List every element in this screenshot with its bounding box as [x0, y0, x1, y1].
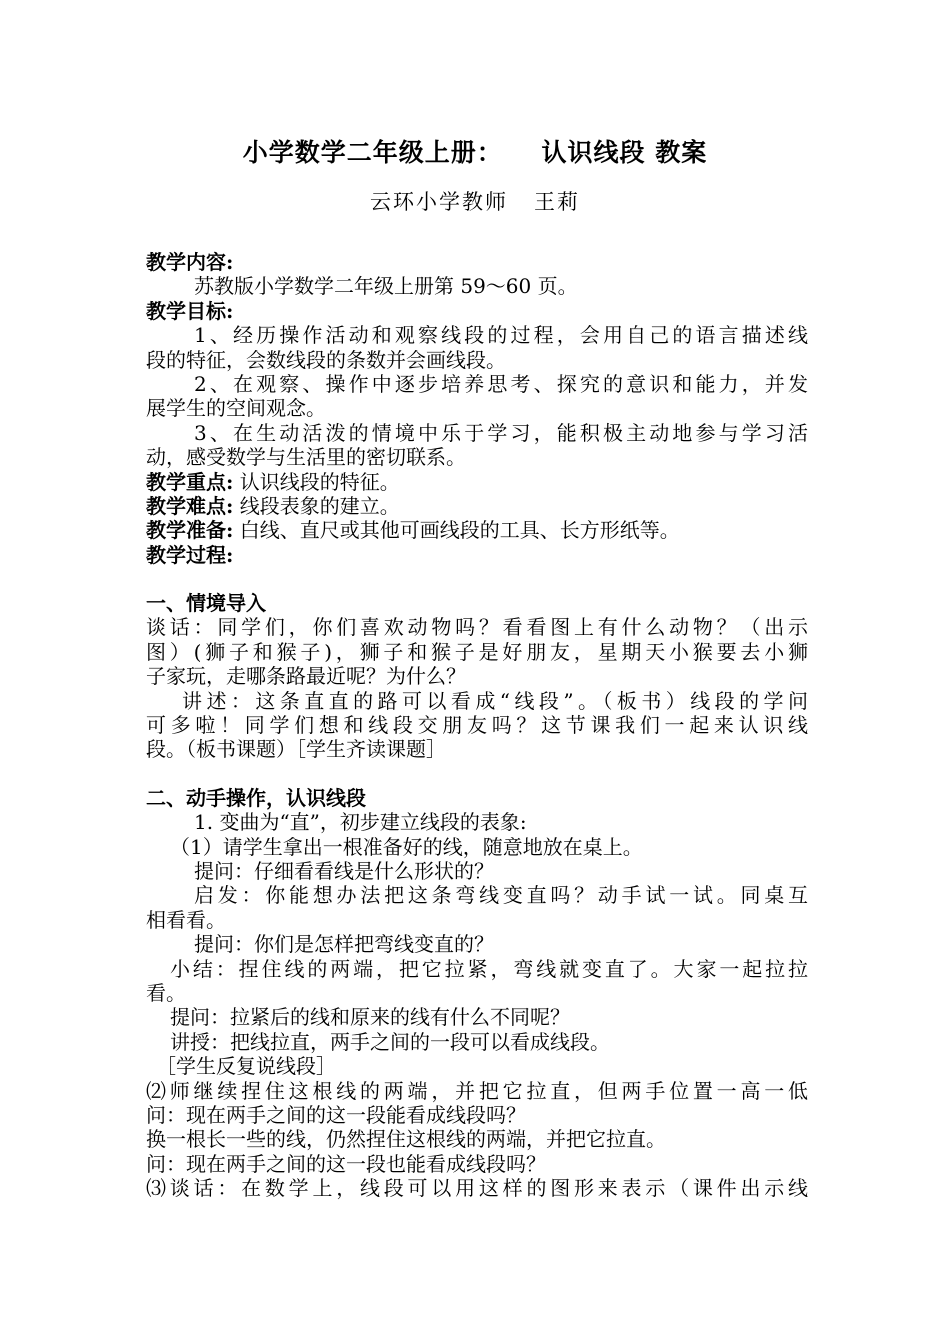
section-2-line-16: ⑶谈话：在数学上，线段可以用这样的图形来表示（课件出示线	[146, 1176, 808, 1201]
goal-3-line-1: 3、在生动活泼的情境中乐于学习，能积极主动地参与学习活	[194, 420, 808, 445]
section-2-line-11: ［学生反复说线段］	[156, 1054, 336, 1079]
section-2-line-7: 小结：捏住线的两端，把它拉紧，弯线就变直了。大家一起拉拉	[170, 956, 808, 981]
section-2-line-8: 看。	[146, 980, 186, 1005]
section-2-line-9: 提问：拉紧后的线和原来的线有什么不同呢？	[170, 1005, 570, 1030]
section-2-line-1: 1. 变曲为“直”，初步建立线段的表象:	[194, 810, 527, 835]
section-label-process: 教学过程:	[146, 542, 234, 567]
section-label-key: 教学重点:	[146, 469, 234, 494]
preparation-text: 白线、直尺或其他可画线段的工具、长方形纸等。	[233, 518, 680, 543]
section-2-line-6: 提问：你们是怎样把弯线变直的？	[194, 932, 494, 957]
section-2-line-13: 问：现在两手之间的这一段能看成线段吗？	[146, 1102, 526, 1127]
section-label-difficulty: 教学难点:	[146, 493, 234, 518]
content-text: 苏教版小学数学二年级上册第 59～60 页。	[194, 274, 578, 299]
key-point-row	[146, 470, 808, 494]
document-title: 小学数学二年级上册： 认识线段 教案	[242, 138, 708, 167]
section-1-line-4: 讲述：这条直直的路可以看成“线段”。（板书）线段的学问	[182, 688, 808, 713]
section-2-line-10: 讲授：把线拉直，两手之间的一段可以看成线段。	[170, 1029, 610, 1054]
section-1-line-6: 段。（板书课题）［学生齐读课题］	[146, 737, 446, 762]
key-point-text: 认识线段的特征。	[233, 469, 400, 494]
document-author: 云环小学教师 王莉	[369, 190, 581, 214]
section-1-line-1: 谈话：同学们，你们喜欢动物吗？看看图上有什么动物？（出示	[146, 615, 808, 640]
section-2-line-2: （1）请学生拿出一根准备好的线，随意地放在桌上。	[170, 834, 643, 859]
section-label-content: 教学内容:	[146, 250, 234, 274]
section-2-line-3: 提问：仔细看看线是什么形状的？	[194, 858, 494, 883]
section-label-preparation: 教学准备:	[146, 518, 234, 543]
section-1-line-3: 子家玩，走哪条路最近呢？为什么？	[146, 664, 466, 689]
goal-1-line-2: 段的特征，会数线段的条数并会画线段。	[146, 347, 506, 372]
section-1-line-2: 图）(狮子和猴子)，狮子和猴子是好朋友，星期天小猴要去小狮	[146, 639, 808, 664]
goal-3-line-2: 动，感受数学与生活里的密切联系。	[146, 445, 466, 470]
section-2-line-4: 启发：你能想办法把这条弯线变直吗？动手试一试。同桌互	[194, 883, 808, 908]
goal-1-line-1: 1、经历操作活动和观察线段的过程，会用自己的语言描述线	[194, 323, 808, 348]
goal-2-line-2: 展学生的空间观念。	[146, 396, 326, 421]
difficulty-text: 线段表象的建立。	[233, 493, 400, 518]
preparation-row	[146, 518, 808, 542]
section-2-line-12: ⑵师继续捏住这根线的两端，并把它拉直，但两手位置一高一低	[146, 1078, 808, 1103]
difficulty-row	[146, 494, 808, 518]
section-1-heading: 一、情境导入	[146, 591, 266, 616]
section-2-heading: 二、动手操作，认识线段	[146, 785, 366, 810]
spacer	[146, 762, 808, 786]
section-label-goals: 教学目标:	[146, 298, 234, 323]
document-body	[146, 250, 808, 1200]
section-2-line-14: 换一根长一些的线，仍然捏住这根线的两端，并把它拉直。	[146, 1127, 666, 1152]
section-2-line-5: 相看看。	[146, 907, 226, 932]
goal-2-line-1: 2、在观察、操作中逐步培养思考、探究的意识和能力，并发	[194, 371, 808, 396]
section-1-line-5: 可多啦！同学们想和线段交朋友吗？这节课我们一起来认识线	[146, 713, 808, 738]
spacer	[146, 567, 808, 591]
section-2-line-15: 问：现在两手之间的这一段也能看成线段吗？	[146, 1151, 546, 1176]
